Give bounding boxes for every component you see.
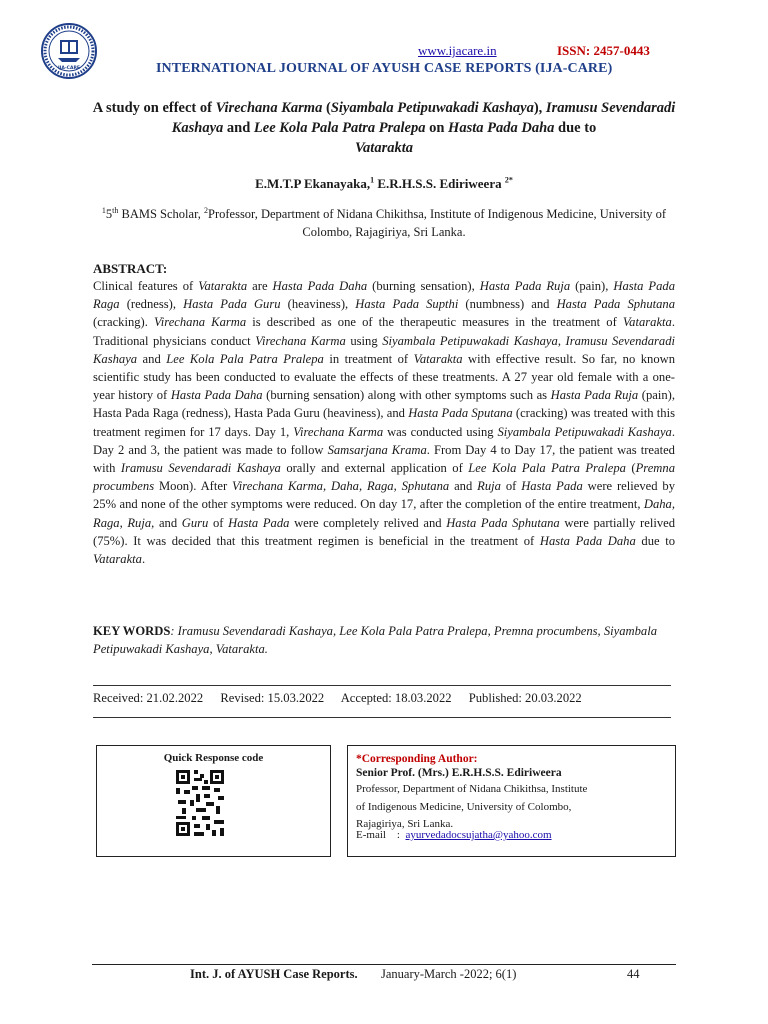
- footer-journal: Int. J. of AYUSH Case Reports.: [190, 967, 358, 981]
- abstract-run: Virechana Karma: [154, 315, 247, 330]
- abstract-run: Moon). After: [154, 479, 233, 494]
- abstract-run: Hasta Pada Ruja: [550, 388, 639, 403]
- author-2-sup: 2*: [504, 175, 513, 185]
- title-part: on: [425, 120, 449, 136]
- abstract-run: Hasta Pada Sphutana: [446, 515, 560, 530]
- corresponding-name: Senior Prof. (Mrs.) E.R.H.S.S. Ediriweera: [356, 767, 562, 779]
- title-part: Siyambala Petipuwakadi Kashaya: [330, 100, 534, 116]
- abstract-run: Virechana Karma: [255, 333, 346, 348]
- abstract-run: Samsarjana Krama: [327, 442, 427, 457]
- abstract-run: Clinical features of: [93, 279, 199, 293]
- affiliation-line: Professor, Department of Nidana Chikithsa, Institute: [356, 783, 588, 795]
- abstract-run: were completely relived and: [289, 515, 447, 530]
- title-part: due to: [554, 120, 597, 136]
- corresponding-affiliation: [356, 781, 668, 834]
- abstract-run: were partially relived (75%). It was decided that this treatment regimen is beneficial in the treatment of: [93, 515, 676, 548]
- author-1: E.M.T.P Ekanayaka,: [255, 176, 371, 191]
- author-2: E.R.H.S.S. Ediriweera: [374, 176, 505, 191]
- title-part: Hasta Pada Daha: [448, 120, 555, 136]
- journal-logo: [40, 22, 98, 80]
- abstract-run: Iramusu Sevendaradi Kashaya: [120, 461, 281, 476]
- authors: [92, 176, 676, 192]
- abstract-run: due to: [635, 533, 675, 548]
- corresponding-email: [356, 829, 552, 841]
- date-revised: Revised: 15.03.2022: [220, 691, 325, 705]
- affiliation-line: Rajagiriya, Sri Lanka.: [356, 818, 454, 830]
- abstract-run: . Traditional physicians conduct: [93, 315, 676, 348]
- abstract-run: (: [625, 461, 636, 476]
- abstract-text: [93, 277, 675, 568]
- affil-text: BAMS Scholar,: [118, 207, 204, 221]
- qr-box: [96, 745, 331, 857]
- affil-text: Professor, Department of Nidana Chikithsa, Institute of Indigenous Medicine, University of Colombo, Rajagiriya, Sri Lanka.: [208, 207, 667, 239]
- abstract-run: (heaviness),: [280, 297, 356, 312]
- abstract-run: in treatment of: [323, 351, 414, 366]
- abstract-run: Daha, Raga, Ruja,: [93, 497, 675, 530]
- abstract-run: Virechana Karma: [293, 424, 384, 439]
- abstract-run: Hasta Pada Ruja: [479, 279, 571, 293]
- article-dates: [93, 691, 596, 706]
- page-number: 44: [627, 967, 640, 981]
- abstract-run: Hasta Pada Daha: [539, 533, 636, 548]
- title-part: Lee Kola Pala Patra Pralepa: [253, 120, 426, 136]
- footer-issue: January-March -2022; 6(1): [381, 967, 517, 981]
- issn: ISSN: 2457-0443: [557, 43, 650, 58]
- title-part: A study on effect of: [92, 100, 216, 116]
- abstract-run: (burning sensation),: [367, 279, 480, 293]
- article-title: [80, 98, 688, 158]
- abstract-run: and: [137, 351, 167, 366]
- abstract-run: (redness),: [119, 297, 184, 312]
- email-label: E-mail :: [356, 829, 406, 841]
- affiliation: [100, 205, 668, 241]
- abstract-run: orally and external application of: [280, 461, 469, 476]
- abstract-run: (cracking) was treated with this treatment regimen for 17 days. Day 1,: [93, 406, 676, 439]
- abstract-run: Hasta Pada Raga: [93, 279, 676, 312]
- affil-sup-th: th: [112, 205, 119, 215]
- abstract-run: Vatarakta: [198, 279, 248, 293]
- abstract-run: . Day 2 and 3, the patient was made to follow: [93, 424, 675, 457]
- abstract-run: and: [154, 515, 182, 530]
- date-published: Published: 20.03.2022: [468, 691, 582, 705]
- corresponding-heading: *Corresponding Author:: [356, 753, 478, 765]
- abstract-run: Hasta Pada Sputana: [408, 406, 513, 421]
- abstract-run: of: [208, 515, 229, 530]
- abstract-run: Hasta Pada: [521, 479, 583, 494]
- logo-text: IJA-CARE: [57, 66, 81, 71]
- title-part: ),: [533, 100, 546, 116]
- abstract-run: (cracking).: [93, 315, 155, 330]
- abstract-run: Virechana Karma, Daha, Raga, Sphutana: [232, 479, 450, 494]
- abstract-run: Vatarakta: [93, 552, 142, 567]
- abstract-run: was conducted using: [383, 424, 498, 439]
- abstract-run: Lee Kola Pala Patra Pralepa: [166, 351, 324, 366]
- abstract-run: (pain),: [570, 279, 614, 293]
- abstract-run: Siyambala Petipuwakadi Kashaya: [382, 333, 558, 348]
- abstract-run: Ruja: [477, 479, 501, 494]
- abstract-run: Iramusu Sevendaradi Kashaya: [93, 333, 675, 366]
- abstract-run: (pain), Hasta Pada Raga (redness), Hasta Pada Guru (heaviness), and: [93, 388, 675, 421]
- abstract-run: are: [247, 279, 273, 293]
- abstract-run: with effective result. So far, no known scientific study has been conducted to evaluate the effects of these treatments. A 27 year old female with a one-year history of: [93, 351, 676, 403]
- email-link[interactable]: ayurvedadocsujatha@yahoo.com: [405, 829, 552, 841]
- footer-rule: [92, 964, 676, 965]
- abstract-run: of: [500, 479, 522, 494]
- abstract-run: using: [345, 333, 383, 348]
- abstract-run: Hasta Pada Guru: [183, 297, 281, 312]
- abstract-run: Premna procumbens: [93, 461, 675, 494]
- abstract-run: . From Day 4 to Day 17, the patient was treated with: [93, 442, 675, 476]
- abstract-run: Lee Kola Pala Patra Pralepa: [468, 461, 626, 476]
- abstract-run: Hasta Pada Daha: [272, 279, 368, 293]
- abstract-run: .: [141, 552, 146, 567]
- qr-code-icon[interactable]: [176, 770, 224, 836]
- journal-name: INTERNATIONAL JOURNAL OF AYUSH CASE REPORTS (IJA-CARE): [156, 61, 613, 76]
- abstract-run: Guru: [181, 515, 209, 530]
- abstract-run: and: [449, 479, 478, 494]
- affil-sup-2: 2: [204, 205, 208, 215]
- corresponding-author-box: [347, 745, 676, 857]
- abstract-run: Hasta Pada Sphutana: [556, 297, 676, 312]
- abstract-run: ,: [557, 333, 566, 348]
- abstract-run: Hasta Pada Supthi: [355, 297, 459, 312]
- abstract-run: Siyambala Petipuwakadi Kashaya: [497, 424, 672, 439]
- abstract-run: (numbness) and: [458, 297, 557, 312]
- abstract-run: Vatarakta: [413, 351, 463, 366]
- abstract-heading: ABSTRACT:: [93, 261, 168, 276]
- abstract-run: were relieved by 25% and none of the other symptoms were reduced. On day 17, after the completion of the entire treatment,: [93, 479, 676, 512]
- title-part: Iramusu Sevendaradi Kashaya: [171, 100, 676, 136]
- abstract-run: Hasta Pada Daha: [170, 388, 263, 403]
- abstract-run: Hasta Pada: [228, 515, 290, 530]
- title-part: (: [322, 100, 331, 116]
- abstract-run: is described as one of the therapeutic measures in the treatment of: [246, 315, 623, 330]
- abstract-run: Vatarakta: [622, 315, 672, 330]
- affil-sup-1: 1: [101, 205, 106, 215]
- keywords: [93, 622, 675, 658]
- divider-bottom: [93, 717, 671, 718]
- keywords-list: : Iramusu Sevendaradi Kashaya, Lee Kola Pala Patra Pralepa, Premna procumbens, Siyambala Petipuwakadi Kashaya, Vatarakta.: [93, 624, 657, 657]
- keywords-label: KEY WORDS: [93, 624, 171, 638]
- journal-url-link[interactable]: www.ijacare.in: [418, 43, 497, 58]
- title-part: Vatarakta: [354, 140, 413, 156]
- author-1-sup: 1: [370, 175, 375, 185]
- date-received: Received: 21.02.2022: [93, 691, 204, 705]
- affil-text: 5: [105, 207, 113, 221]
- date-accepted: Accepted: 18.03.2022: [340, 691, 452, 705]
- qr-label: Quick Response code: [163, 752, 264, 764]
- title-part: Virechana Karma: [215, 100, 323, 116]
- affiliation-line: of Indigenous Medicine, University of Colombo,: [356, 800, 572, 813]
- divider-top: [93, 685, 671, 686]
- abstract-run: (burning sensation) along with other symptoms such as: [262, 388, 551, 403]
- title-part: and: [223, 120, 254, 136]
